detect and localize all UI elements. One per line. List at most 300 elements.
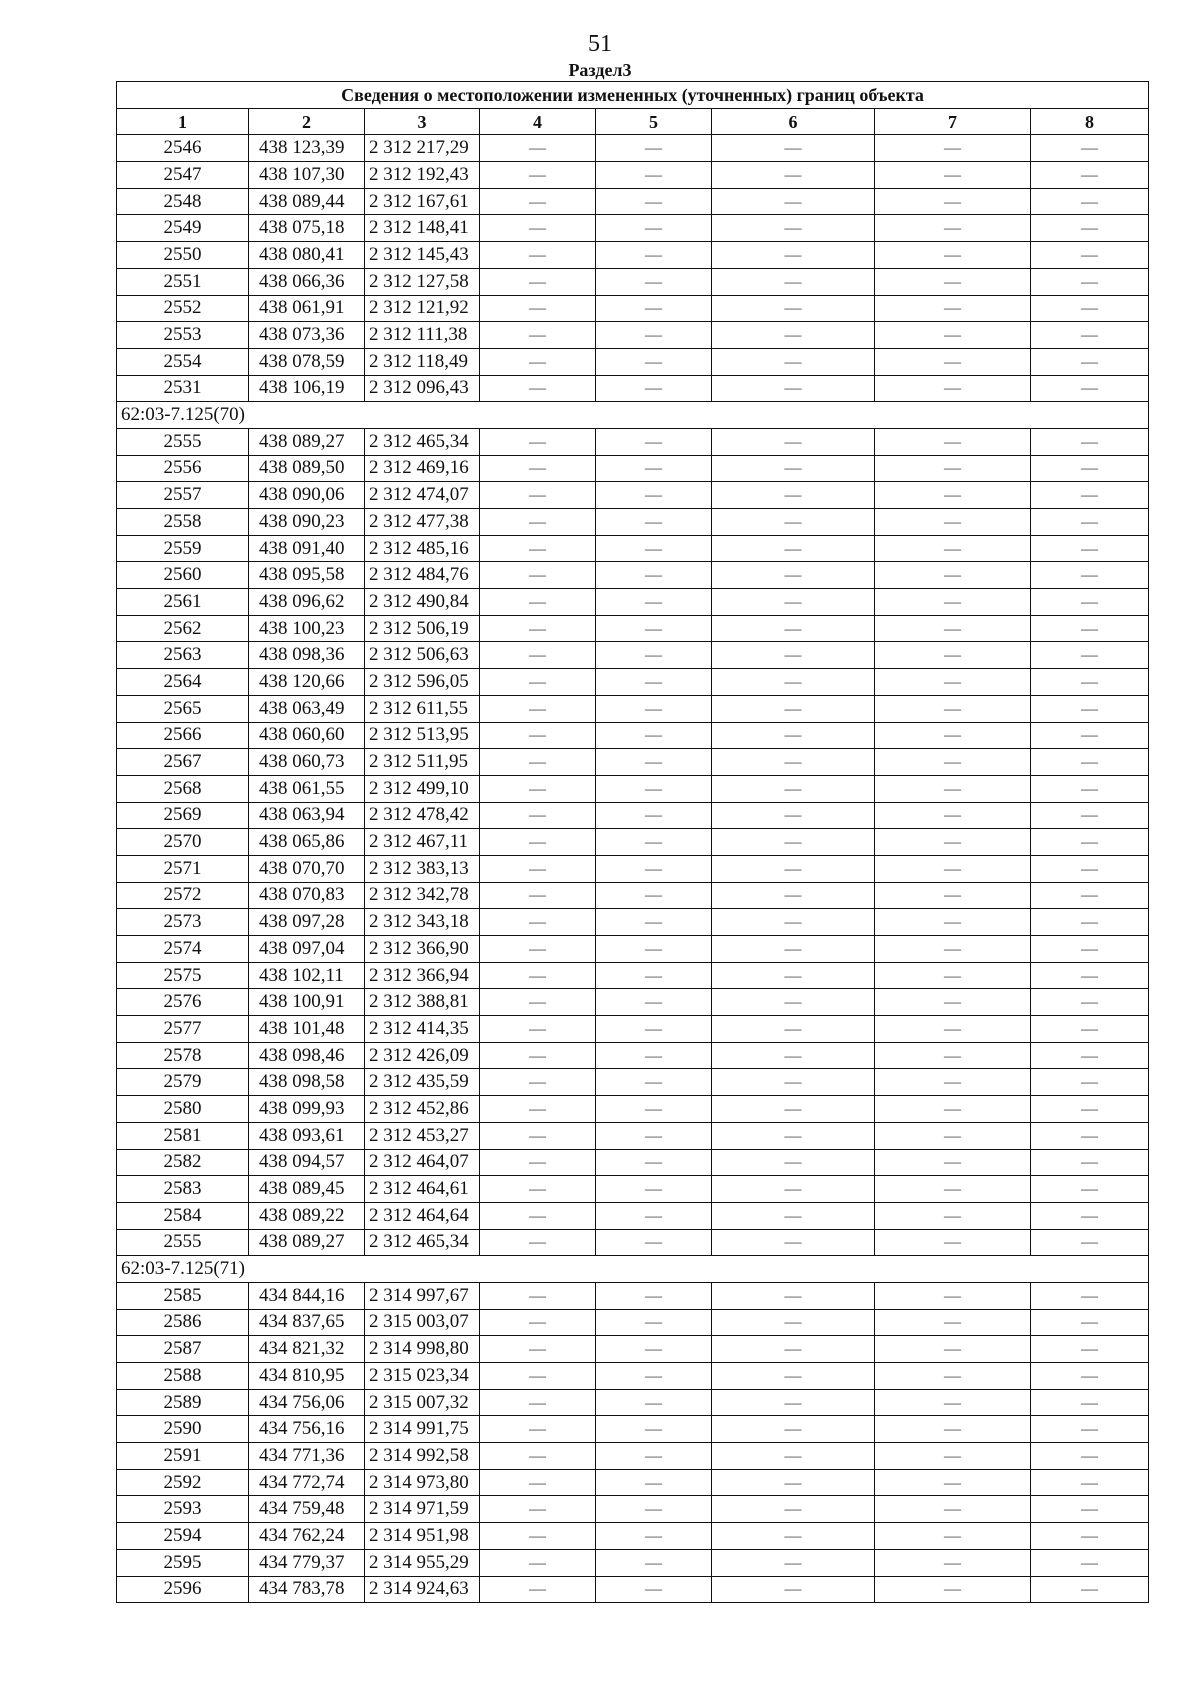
empty-cell-col-5: — [596, 215, 712, 242]
point-number-cell: 2552 [117, 295, 249, 322]
empty-cell-col-4: — [480, 535, 596, 562]
y-coordinate-cell: 2 315 007,32 [365, 1389, 480, 1416]
empty-cell-col-7: — [875, 1443, 1031, 1470]
empty-cell-col-8: — [1031, 482, 1149, 509]
empty-cell-col-7: — [875, 936, 1031, 963]
x-coordinate-cell: 438 094,57 [249, 1149, 365, 1176]
empty-cell-col-7: — [875, 1549, 1031, 1576]
y-coordinate-cell: 2 312 513,95 [365, 722, 480, 749]
y-coordinate-cell: 2 314 951,98 [365, 1523, 480, 1550]
empty-cell-col-8: — [1031, 1389, 1149, 1416]
empty-cell-col-5: — [596, 695, 712, 722]
empty-cell-col-4: — [480, 348, 596, 375]
point-number-cell: 2582 [117, 1149, 249, 1176]
x-coordinate-cell: 438 101,48 [249, 1016, 365, 1043]
empty-cell-col-7: — [875, 1389, 1031, 1416]
y-coordinate-cell: 2 312 464,64 [365, 1202, 480, 1229]
empty-cell-col-7: — [875, 188, 1031, 215]
empty-cell-col-5: — [596, 268, 712, 295]
empty-cell-col-4: — [480, 188, 596, 215]
empty-cell-col-5: — [596, 1496, 712, 1523]
group-label: 62:03-7.125(71) [117, 1256, 1149, 1283]
empty-cell-col-4: — [480, 135, 596, 162]
empty-cell-col-7: — [875, 775, 1031, 802]
empty-cell-col-5: — [596, 1069, 712, 1096]
x-coordinate-cell: 438 061,55 [249, 775, 365, 802]
empty-cell-col-8: — [1031, 162, 1149, 189]
empty-cell-col-7: — [875, 669, 1031, 696]
x-coordinate-cell: 434 762,24 [249, 1523, 365, 1550]
empty-cell-col-6: — [712, 482, 875, 509]
y-coordinate-cell: 2 312 499,10 [365, 775, 480, 802]
empty-cell-col-5: — [596, 1336, 712, 1363]
empty-cell-col-5: — [596, 1122, 712, 1149]
x-coordinate-cell: 438 123,39 [249, 135, 365, 162]
empty-cell-col-5: — [596, 669, 712, 696]
empty-cell-col-6: — [712, 135, 875, 162]
empty-cell-col-5: — [596, 375, 712, 402]
point-number-cell: 2561 [117, 589, 249, 616]
empty-cell-col-7: — [875, 1309, 1031, 1336]
column-header-3: 3 [365, 108, 480, 135]
empty-cell-col-4: — [480, 775, 596, 802]
table-row [117, 1149, 1149, 1176]
empty-cell-col-8: — [1031, 1469, 1149, 1496]
empty-cell-col-6: — [712, 1122, 875, 1149]
empty-cell-col-7: — [875, 1042, 1031, 1069]
empty-cell-col-8: — [1031, 1496, 1149, 1523]
empty-cell-col-4: — [480, 455, 596, 482]
empty-cell-col-7: — [875, 909, 1031, 936]
empty-cell-col-5: — [596, 829, 712, 856]
y-coordinate-cell: 2 312 596,05 [365, 669, 480, 696]
empty-cell-col-7: — [875, 375, 1031, 402]
empty-cell-col-6: — [712, 962, 875, 989]
empty-cell-col-7: — [875, 1469, 1031, 1496]
table-row [117, 802, 1149, 829]
y-coordinate-cell: 2 312 611,55 [365, 695, 480, 722]
empty-cell-col-6: — [712, 615, 875, 642]
empty-cell-col-4: — [480, 829, 596, 856]
y-coordinate-cell: 2 315 003,07 [365, 1309, 480, 1336]
empty-cell-col-4: — [480, 1549, 596, 1576]
point-number-cell: 2558 [117, 509, 249, 536]
empty-cell-col-4: — [480, 1282, 596, 1309]
empty-cell-col-8: — [1031, 962, 1149, 989]
empty-cell-col-5: — [596, 1016, 712, 1043]
empty-cell-col-5: — [596, 962, 712, 989]
empty-cell-col-6: — [712, 162, 875, 189]
empty-cell-col-4: — [480, 589, 596, 616]
column-header-2: 2 [249, 108, 365, 135]
point-number-cell: 2564 [117, 669, 249, 696]
empty-cell-col-7: — [875, 1149, 1031, 1176]
empty-cell-col-6: — [712, 1416, 875, 1443]
empty-cell-col-8: — [1031, 1443, 1149, 1470]
point-number-cell: 2563 [117, 642, 249, 669]
empty-cell-col-4: — [480, 1496, 596, 1523]
empty-cell-col-5: — [596, 509, 712, 536]
x-coordinate-cell: 438 098,36 [249, 642, 365, 669]
empty-cell-col-4: — [480, 1096, 596, 1123]
empty-cell-col-4: — [480, 642, 596, 669]
empty-cell-col-6: — [712, 1202, 875, 1229]
x-coordinate-cell: 438 098,58 [249, 1069, 365, 1096]
empty-cell-col-6: — [712, 1336, 875, 1363]
empty-cell-col-7: — [875, 428, 1031, 455]
table-row [117, 909, 1149, 936]
table-row [117, 1229, 1149, 1256]
point-number-cell: 2546 [117, 135, 249, 162]
empty-cell-col-8: — [1031, 135, 1149, 162]
x-coordinate-cell: 438 102,11 [249, 962, 365, 989]
y-coordinate-cell: 2 312 453,27 [365, 1122, 480, 1149]
x-coordinate-cell: 434 810,95 [249, 1363, 365, 1390]
table-row [117, 135, 1149, 162]
empty-cell-col-6: — [712, 455, 875, 482]
empty-cell-col-6: — [712, 1149, 875, 1176]
empty-cell-col-4: — [480, 482, 596, 509]
empty-cell-col-5: — [596, 242, 712, 269]
empty-cell-col-6: — [712, 669, 875, 696]
empty-cell-col-5: — [596, 855, 712, 882]
x-coordinate-cell: 438 070,83 [249, 882, 365, 909]
empty-cell-col-5: — [596, 1363, 712, 1390]
empty-cell-col-6: — [712, 1469, 875, 1496]
point-number-cell: 2531 [117, 375, 249, 402]
empty-cell-col-6: — [712, 829, 875, 856]
point-number-cell: 2577 [117, 1016, 249, 1043]
table-title: Сведения о местоположении измененных (уточненных) границ объекта [117, 82, 1149, 109]
table-row [117, 295, 1149, 322]
x-coordinate-cell: 438 078,59 [249, 348, 365, 375]
point-number-cell: 2572 [117, 882, 249, 909]
empty-cell-col-4: — [480, 615, 596, 642]
empty-cell-col-4: — [480, 1229, 596, 1256]
x-coordinate-cell: 438 070,70 [249, 855, 365, 882]
empty-cell-col-4: — [480, 562, 596, 589]
point-number-cell: 2560 [117, 562, 249, 589]
table-row [117, 1016, 1149, 1043]
y-coordinate-cell: 2 312 148,41 [365, 215, 480, 242]
empty-cell-col-4: — [480, 242, 596, 269]
point-number-cell: 2578 [117, 1042, 249, 1069]
empty-cell-col-5: — [596, 562, 712, 589]
empty-cell-col-4: — [480, 1336, 596, 1363]
column-header-1: 1 [117, 108, 249, 135]
empty-cell-col-8: — [1031, 1576, 1149, 1603]
x-coordinate-cell: 438 089,50 [249, 455, 365, 482]
table-row [117, 1202, 1149, 1229]
x-coordinate-cell: 438 093,61 [249, 1122, 365, 1149]
empty-cell-col-4: — [480, 215, 596, 242]
empty-cell-col-8: — [1031, 749, 1149, 776]
table-body [117, 135, 1149, 1603]
empty-cell-col-5: — [596, 1309, 712, 1336]
empty-cell-col-8: — [1031, 669, 1149, 696]
x-coordinate-cell: 438 089,27 [249, 1229, 365, 1256]
empty-cell-col-7: — [875, 1523, 1031, 1550]
empty-cell-col-7: — [875, 589, 1031, 616]
empty-cell-col-7: — [875, 855, 1031, 882]
y-coordinate-cell: 2 312 484,76 [365, 562, 480, 589]
point-number-cell: 2565 [117, 695, 249, 722]
empty-cell-col-6: — [712, 428, 875, 455]
y-coordinate-cell: 2 312 145,43 [365, 242, 480, 269]
x-coordinate-cell: 438 098,46 [249, 1042, 365, 1069]
empty-cell-col-8: — [1031, 909, 1149, 936]
x-coordinate-cell: 438 073,36 [249, 322, 365, 349]
table-row [117, 775, 1149, 802]
empty-cell-col-6: — [712, 1496, 875, 1523]
empty-cell-col-5: — [596, 989, 712, 1016]
empty-cell-col-7: — [875, 1282, 1031, 1309]
empty-cell-col-8: — [1031, 1042, 1149, 1069]
empty-cell-col-5: — [596, 642, 712, 669]
y-coordinate-cell: 2 312 465,34 [365, 1229, 480, 1256]
table-row [117, 589, 1149, 616]
y-coordinate-cell: 2 312 217,29 [365, 135, 480, 162]
empty-cell-col-6: — [712, 188, 875, 215]
point-number-cell: 2586 [117, 1309, 249, 1336]
table-row [117, 1096, 1149, 1123]
y-coordinate-cell: 2 312 474,07 [365, 482, 480, 509]
empty-cell-col-6: — [712, 1069, 875, 1096]
empty-cell-col-5: — [596, 722, 712, 749]
empty-cell-col-6: — [712, 215, 875, 242]
point-number-cell: 2569 [117, 802, 249, 829]
point-number-cell: 2588 [117, 1363, 249, 1390]
column-header-row [117, 108, 1149, 135]
empty-cell-col-6: — [712, 1282, 875, 1309]
empty-cell-col-8: — [1031, 1096, 1149, 1123]
y-coordinate-cell: 2 312 192,43 [365, 162, 480, 189]
empty-cell-col-6: — [712, 722, 875, 749]
table-row [117, 1042, 1149, 1069]
y-coordinate-cell: 2 314 971,59 [365, 1496, 480, 1523]
x-coordinate-cell: 438 075,18 [249, 215, 365, 242]
empty-cell-col-6: — [712, 375, 875, 402]
empty-cell-col-6: — [712, 295, 875, 322]
table-row [117, 749, 1149, 776]
y-coordinate-cell: 2 312 469,16 [365, 455, 480, 482]
empty-cell-col-7: — [875, 562, 1031, 589]
empty-cell-col-6: — [712, 1016, 875, 1043]
empty-cell-col-8: — [1031, 215, 1149, 242]
y-coordinate-cell: 2 312 435,59 [365, 1069, 480, 1096]
y-coordinate-cell: 2 314 998,80 [365, 1336, 480, 1363]
empty-cell-col-5: — [596, 1176, 712, 1203]
empty-cell-col-4: — [480, 802, 596, 829]
point-number-cell: 2575 [117, 962, 249, 989]
coordinates-table [116, 81, 1149, 1603]
point-number-cell: 2547 [117, 162, 249, 189]
empty-cell-col-4: — [480, 962, 596, 989]
empty-cell-col-5: — [596, 135, 712, 162]
point-number-cell: 2590 [117, 1416, 249, 1443]
empty-cell-col-8: — [1031, 1523, 1149, 1550]
empty-cell-col-4: — [480, 428, 596, 455]
empty-cell-col-5: — [596, 482, 712, 509]
empty-cell-col-6: — [712, 242, 875, 269]
empty-cell-col-7: — [875, 268, 1031, 295]
empty-cell-col-5: — [596, 1576, 712, 1603]
y-coordinate-cell: 2 312 121,92 [365, 295, 480, 322]
empty-cell-col-5: — [596, 1443, 712, 1470]
point-number-cell: 2595 [117, 1549, 249, 1576]
empty-cell-col-6: — [712, 1176, 875, 1203]
table-row [117, 669, 1149, 696]
x-coordinate-cell: 438 065,86 [249, 829, 365, 856]
empty-cell-col-8: — [1031, 642, 1149, 669]
table-row [117, 642, 1149, 669]
y-coordinate-cell: 2 314 973,80 [365, 1469, 480, 1496]
empty-cell-col-4: — [480, 268, 596, 295]
x-coordinate-cell: 438 089,27 [249, 428, 365, 455]
table-row [117, 1336, 1149, 1363]
x-coordinate-cell: 438 061,91 [249, 295, 365, 322]
y-coordinate-cell: 2 312 465,34 [365, 428, 480, 455]
empty-cell-col-7: — [875, 535, 1031, 562]
column-header-5: 5 [596, 108, 712, 135]
empty-cell-col-4: — [480, 322, 596, 349]
empty-cell-col-5: — [596, 615, 712, 642]
empty-cell-col-5: — [596, 1282, 712, 1309]
table-row [117, 1496, 1149, 1523]
empty-cell-col-4: — [480, 1122, 596, 1149]
empty-cell-col-6: — [712, 1549, 875, 1576]
x-coordinate-cell: 438 120,66 [249, 669, 365, 696]
empty-cell-col-5: — [596, 1149, 712, 1176]
point-number-cell: 2591 [117, 1443, 249, 1470]
empty-cell-col-5: — [596, 295, 712, 322]
empty-cell-col-8: — [1031, 802, 1149, 829]
empty-cell-col-4: — [480, 1202, 596, 1229]
empty-cell-col-5: — [596, 909, 712, 936]
table-row [117, 855, 1149, 882]
empty-cell-col-8: — [1031, 589, 1149, 616]
point-number-cell: 2593 [117, 1496, 249, 1523]
x-coordinate-cell: 434 779,37 [249, 1549, 365, 1576]
y-coordinate-cell: 2 312 366,94 [365, 962, 480, 989]
empty-cell-col-6: — [712, 1096, 875, 1123]
point-number-cell: 2589 [117, 1389, 249, 1416]
empty-cell-col-5: — [596, 1469, 712, 1496]
empty-cell-col-5: — [596, 188, 712, 215]
x-coordinate-cell: 434 771,36 [249, 1443, 365, 1470]
empty-cell-col-5: — [596, 322, 712, 349]
empty-cell-col-8: — [1031, 375, 1149, 402]
table-row [117, 482, 1149, 509]
empty-cell-col-6: — [712, 855, 875, 882]
empty-cell-col-4: — [480, 749, 596, 776]
empty-cell-col-6: — [712, 322, 875, 349]
empty-cell-col-4: — [480, 509, 596, 536]
empty-cell-col-8: — [1031, 1069, 1149, 1096]
point-number-cell: 2584 [117, 1202, 249, 1229]
point-number-cell: 2554 [117, 348, 249, 375]
empty-cell-col-4: — [480, 1443, 596, 1470]
empty-cell-col-7: — [875, 962, 1031, 989]
y-coordinate-cell: 2 312 485,16 [365, 535, 480, 562]
empty-cell-col-8: — [1031, 295, 1149, 322]
point-number-cell: 2550 [117, 242, 249, 269]
empty-cell-col-6: — [712, 1309, 875, 1336]
empty-cell-col-6: — [712, 1576, 875, 1603]
y-coordinate-cell: 2 314 992,58 [365, 1443, 480, 1470]
empty-cell-col-8: — [1031, 1202, 1149, 1229]
point-number-cell: 2549 [117, 215, 249, 242]
table-row [117, 268, 1149, 295]
empty-cell-col-7: — [875, 1336, 1031, 1363]
empty-cell-col-8: — [1031, 268, 1149, 295]
section-label: Раздел3 [568, 60, 632, 80]
y-coordinate-cell: 2 312 111,38 [365, 322, 480, 349]
column-header-7: 7 [875, 108, 1031, 135]
point-number-cell: 2571 [117, 855, 249, 882]
empty-cell-col-6: — [712, 749, 875, 776]
empty-cell-col-4: — [480, 162, 596, 189]
table-row [117, 1549, 1149, 1576]
point-number-cell: 2594 [117, 1523, 249, 1550]
empty-cell-col-4: — [480, 1416, 596, 1443]
point-number-cell: 2573 [117, 909, 249, 936]
empty-cell-col-5: — [596, 455, 712, 482]
group-row [117, 402, 1149, 429]
empty-cell-col-4: — [480, 882, 596, 909]
x-coordinate-cell: 438 060,73 [249, 749, 365, 776]
y-coordinate-cell: 2 312 478,42 [365, 802, 480, 829]
empty-cell-col-4: — [480, 936, 596, 963]
table-row [117, 562, 1149, 589]
empty-cell-col-8: — [1031, 722, 1149, 749]
table-row [117, 242, 1149, 269]
x-coordinate-cell: 438 090,06 [249, 482, 365, 509]
point-number-cell: 2570 [117, 829, 249, 856]
table-row [117, 1122, 1149, 1149]
empty-cell-col-4: — [480, 1363, 596, 1390]
y-coordinate-cell: 2 312 118,49 [365, 348, 480, 375]
table-row [117, 215, 1149, 242]
y-coordinate-cell: 2 314 955,29 [365, 1549, 480, 1576]
column-header-4: 4 [480, 108, 596, 135]
y-coordinate-cell: 2 312 366,90 [365, 936, 480, 963]
x-coordinate-cell: 434 756,06 [249, 1389, 365, 1416]
empty-cell-col-4: — [480, 1069, 596, 1096]
y-coordinate-cell: 2 312 490,84 [365, 589, 480, 616]
empty-cell-col-7: — [875, 1176, 1031, 1203]
empty-cell-col-7: — [875, 482, 1031, 509]
empty-cell-col-4: — [480, 1149, 596, 1176]
x-coordinate-cell: 434 756,16 [249, 1416, 365, 1443]
x-coordinate-cell: 438 097,04 [249, 936, 365, 963]
x-coordinate-cell: 438 066,36 [249, 268, 365, 295]
table-row [117, 1389, 1149, 1416]
empty-cell-col-8: — [1031, 882, 1149, 909]
empty-cell-col-4: — [480, 855, 596, 882]
x-coordinate-cell: 438 063,49 [249, 695, 365, 722]
empty-cell-col-4: — [480, 375, 596, 402]
empty-cell-col-7: — [875, 1229, 1031, 1256]
empty-cell-col-6: — [712, 802, 875, 829]
y-coordinate-cell: 2 315 023,34 [365, 1363, 480, 1390]
table-row [117, 829, 1149, 856]
point-number-cell: 2557 [117, 482, 249, 509]
empty-cell-col-5: — [596, 1229, 712, 1256]
x-coordinate-cell: 438 095,58 [249, 562, 365, 589]
empty-cell-col-5: — [596, 1096, 712, 1123]
x-coordinate-cell: 438 106,19 [249, 375, 365, 402]
